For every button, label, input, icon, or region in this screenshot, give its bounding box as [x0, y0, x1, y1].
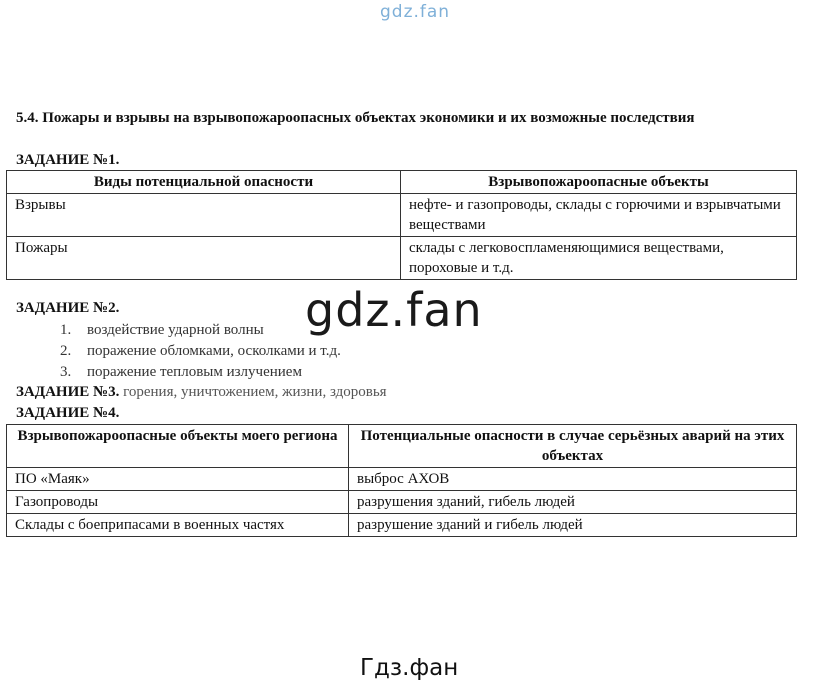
table-header-cell: Взрывопожароопасные объекты моего региона: [7, 425, 349, 468]
task3-answer: горения, уничтожением, жизни, здоровья: [123, 384, 387, 400]
table-header-row: [7, 425, 797, 468]
list-item: 1. воздействие ударной волны: [75, 320, 525, 341]
task2-heading: ЗАДАНИЕ №2.: [16, 300, 120, 316]
watermark: gdz.fan: [305, 283, 483, 337]
table-cell: Газопроводы: [7, 491, 349, 514]
table-row: [7, 514, 797, 537]
table-header-cell: Потенциальные опасности в случае серьёзных аварий на этих объектах: [349, 425, 797, 468]
task4-heading: ЗАДАНИЕ №4.: [16, 405, 120, 421]
table-header-row: [7, 171, 797, 194]
table-cell: выброс АХОВ: [349, 468, 797, 491]
section-title: 5.4. Пожары и взрывы на взрывопожароопасных объектах экономики и их возможные последствия: [16, 110, 695, 126]
table-cell: ПО «Маяк»: [7, 468, 349, 491]
task1-table: [6, 170, 797, 280]
site-logo-top: gdz.fan: [380, 2, 451, 22]
table-header-cell: Виды потенциальной опасности: [7, 171, 401, 194]
task3-line: [16, 383, 387, 401]
table-cell: Пожары: [7, 237, 401, 280]
table-cell: склады с легковоспламеняющимися веществами, пороховые и т.д.: [401, 237, 797, 280]
task3-heading: ЗАДАНИЕ №3.: [16, 384, 120, 400]
table-row: [7, 194, 797, 237]
table-cell: разрушения зданий, гибель людей: [349, 491, 797, 514]
task1-heading: ЗАДАНИЕ №1.: [16, 152, 120, 168]
table-row: [7, 237, 797, 280]
table-row: [7, 468, 797, 491]
table-cell: разрушение зданий и гибель людей: [349, 514, 797, 537]
table-cell: Взрывы: [7, 194, 401, 237]
footer-brand: Гдз.фан: [360, 655, 459, 681]
list-item: 3. поражение тепловым излучением: [75, 362, 525, 383]
table-row: [7, 491, 797, 514]
table-header-cell: Взрывопожароопасные объекты: [401, 171, 797, 194]
task4-table: [6, 424, 797, 537]
list-item: 2. поражение обломками, осколками и т.д.: [75, 341, 525, 362]
table-cell: Склады с боеприпасами в военных частях: [7, 514, 349, 537]
table-cell: нефте- и газопроводы, склады с горючими и взрывчатыми веществами: [401, 194, 797, 237]
